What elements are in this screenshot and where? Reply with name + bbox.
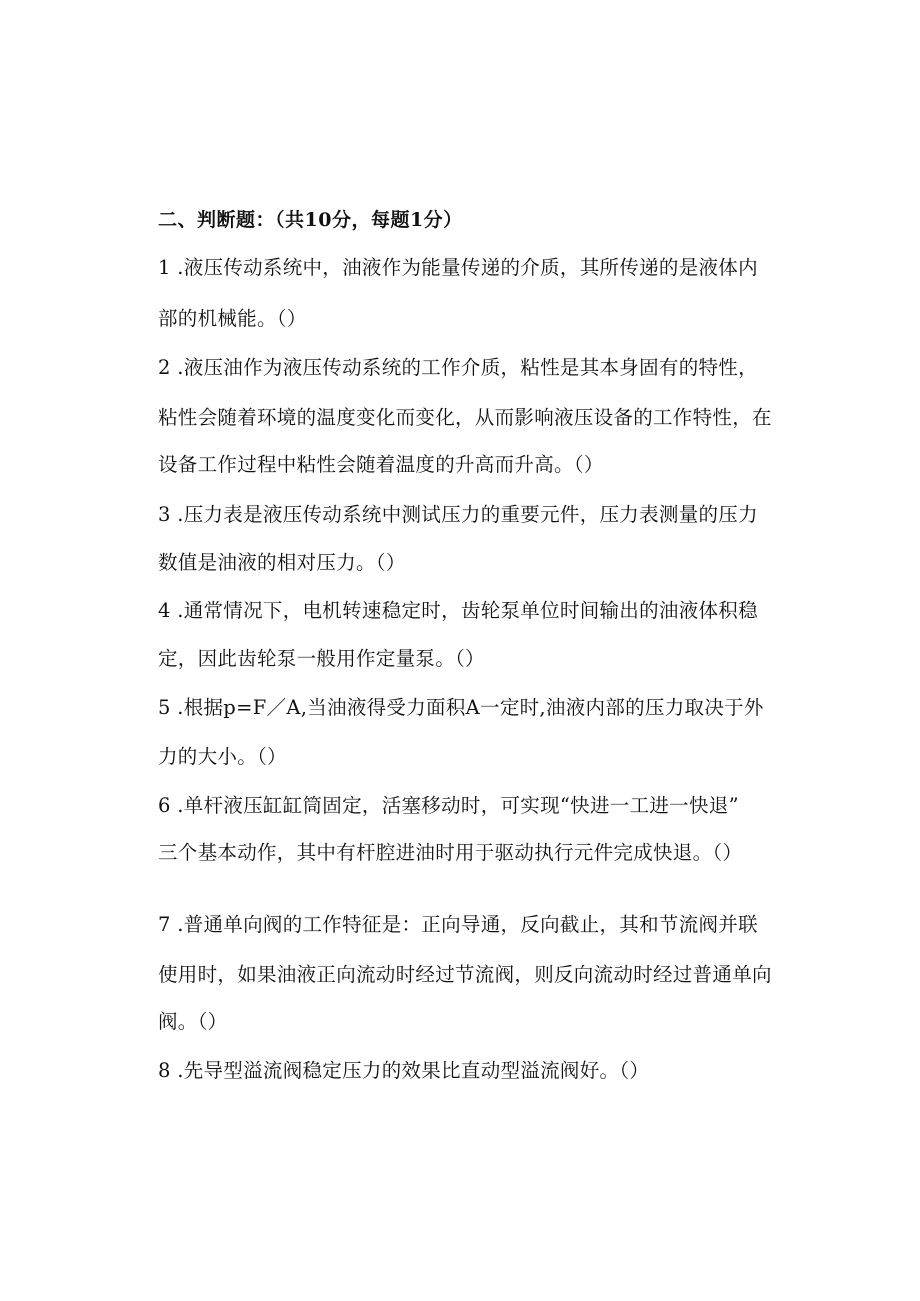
question-2-line-1: 2 .液压油作为液压传动系统的工作介质，粘性是其本身固有的特性， bbox=[158, 356, 758, 379]
question-8-line-1: 8 .先导型溢流阀稳定压力的效果比直动型溢流阀好。（） bbox=[158, 1059, 650, 1082]
question-7-line-2: 使用时，如果油液正向流动时经过节流阀，则反向流动时经过普通单向 bbox=[158, 963, 772, 986]
question-5-line-2: 力的大小。（） bbox=[158, 745, 287, 768]
question-6-line-1: 6 .单杆液压缸缸筒固定，活塞移动时，可实现“快进一工进一快退” bbox=[158, 794, 739, 817]
question-7-line-3: 阀。（） bbox=[158, 1010, 228, 1033]
question-1-line-2: 部的机械能。（） bbox=[158, 307, 307, 330]
question-2-line-2: 粘性会随着环境的温度变化而变化，从而影响液压设备的工作特性，在 bbox=[158, 406, 772, 429]
question-6-line-2: 三个基本动作，其中有杆腔进油时用于驱动执行元件完成快退。（） bbox=[158, 841, 743, 864]
question-5-line-1: 5 .根据p=F／A,当油液得受力面积A一定时,油液内部的压力取决于外 bbox=[158, 696, 764, 719]
question-2-line-3: 设备工作过程中粘性会随着温度的升高而升高。（） bbox=[158, 453, 604, 476]
question-3-line-2: 数值是油液的相对压力。（） bbox=[158, 551, 406, 574]
question-7-line-1: 7 .普通单向阀的工作特征是：正向导通，反向截止，其和节流阀并联 bbox=[158, 913, 758, 936]
question-4-line-2: 定，因此齿轮泵一般用作定量泵。（） bbox=[158, 647, 485, 670]
question-4-line-1: 4 .通常情况下，电机转速稳定时，齿轮泵单位时间输出的油液体积稳 bbox=[158, 599, 758, 622]
question-3-line-1: 3 .压力表是液压传动系统中测试压力的重要元件，压力表测量的压力 bbox=[158, 503, 758, 526]
section-heading: 二、判断题：（共10分，每题1分） bbox=[158, 209, 463, 231]
question-1-line-1: 1 .液压传动系统中，油液作为能量传递的介质，其所传递的是液体内 bbox=[158, 256, 758, 279]
